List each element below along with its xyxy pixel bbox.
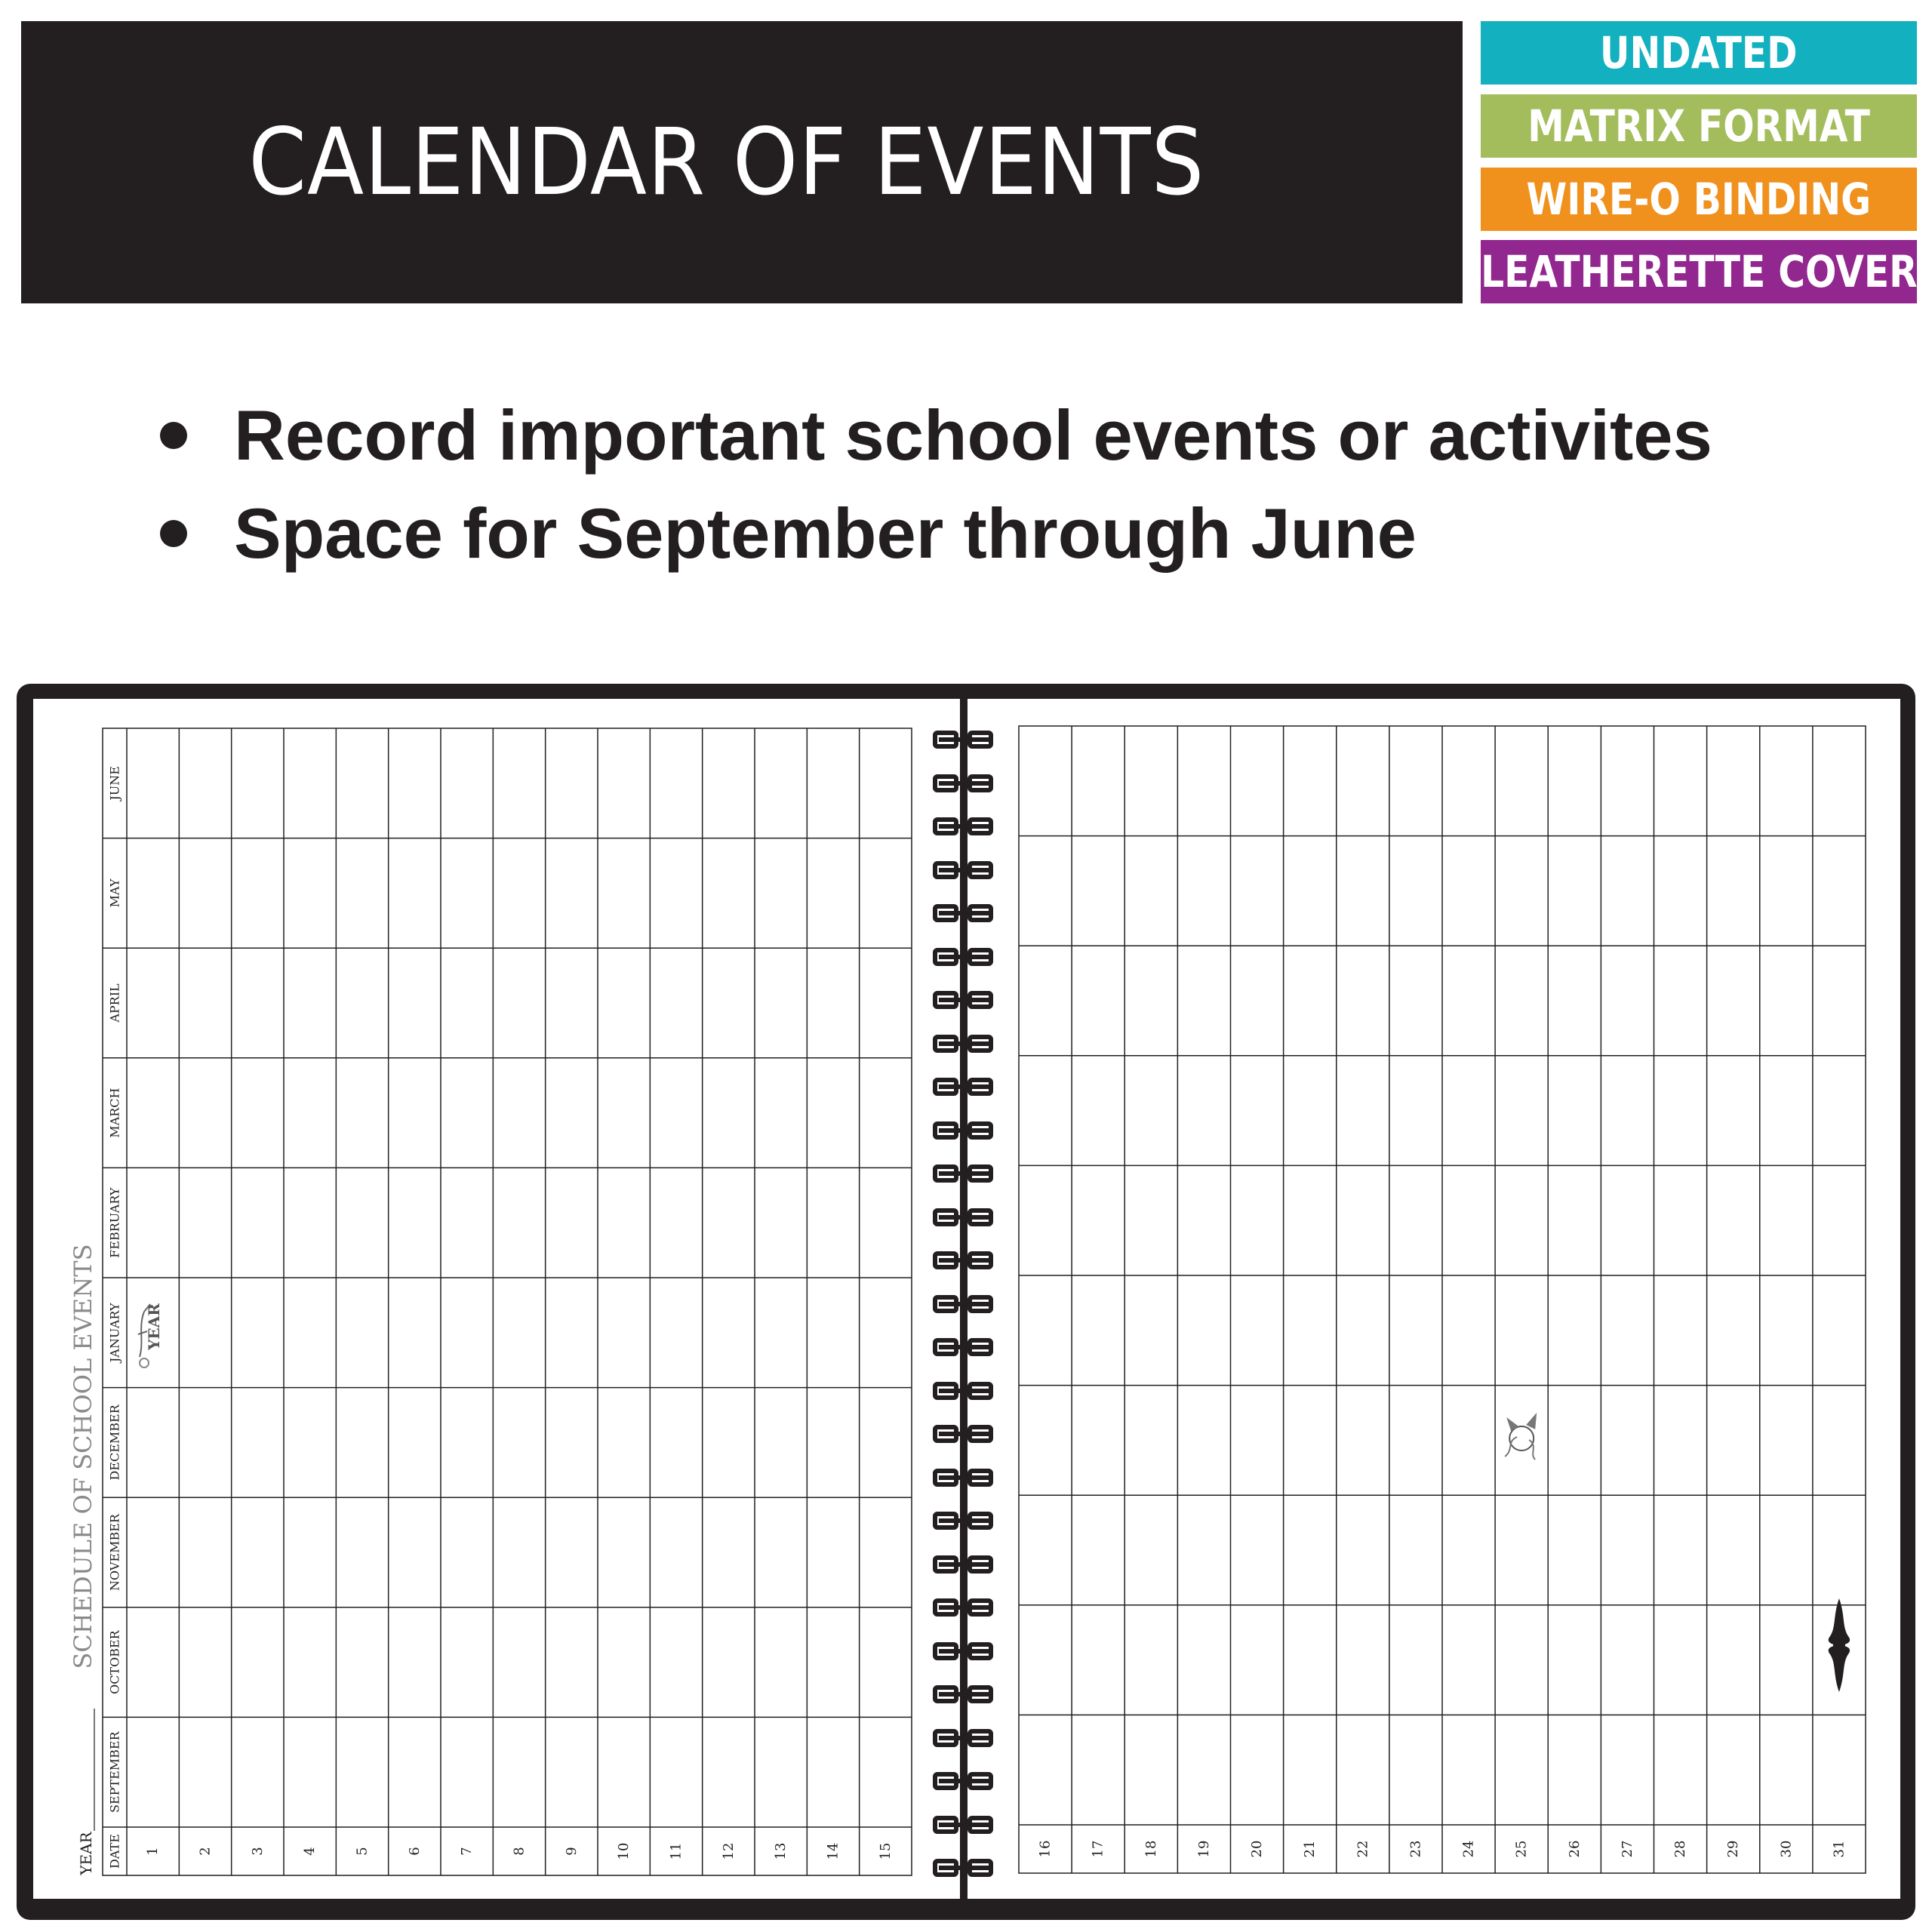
feature-item [160, 386, 1712, 485]
day-number: 27 [1619, 1840, 1635, 1858]
coil-bar [939, 955, 990, 959]
binding-coil [933, 904, 996, 924]
coil-bar [939, 1302, 990, 1306]
year-label: YEAR [77, 1832, 95, 1875]
holly-leaves [1506, 1413, 1537, 1431]
month-label: NOVEMBER [107, 1514, 122, 1591]
badge-label: UNDATED [1600, 27, 1798, 78]
coil-bar [939, 1084, 990, 1089]
coil-bar [939, 1389, 990, 1393]
badge-label: LEATHERETTE COVER [1481, 246, 1917, 297]
binding-coil [933, 1512, 996, 1531]
month-label: MAY [107, 878, 122, 908]
day-number: 30 [1778, 1840, 1795, 1858]
binding-coil [933, 1035, 996, 1054]
month-label: DECEMBER [107, 1404, 122, 1481]
schedule-heading: SCHEDULE OF SCHOOL EVENTS [69, 1244, 97, 1669]
holly-ornament-icon [1505, 1413, 1537, 1460]
bat-wing-bottom [1829, 1645, 1850, 1692]
binding-coil [933, 1295, 996, 1315]
day-number: 19 [1195, 1840, 1212, 1858]
binding-coil [933, 1425, 996, 1444]
feature-text: Record important school events or activites [234, 395, 1712, 475]
day-number: 10 [616, 1842, 632, 1860]
binding-coil [933, 731, 996, 750]
binding-coil [933, 861, 996, 881]
coil-bar [939, 1605, 990, 1610]
day-number: 7 [459, 1847, 475, 1856]
day-number: 18 [1143, 1840, 1159, 1858]
binding-coil [933, 1251, 996, 1271]
binding-coil [933, 1555, 996, 1575]
left-page-grid [33, 699, 961, 1899]
badge-undated [1481, 21, 1917, 85]
day-number: 13 [773, 1842, 789, 1860]
day-number: 21 [1302, 1840, 1318, 1858]
binding-coil [933, 1598, 996, 1618]
day-number: 31 [1831, 1840, 1847, 1858]
day-number: 4 [302, 1847, 318, 1856]
day-number: 24 [1460, 1840, 1477, 1858]
binding-coil [933, 1382, 996, 1401]
coil-bar [939, 1649, 990, 1654]
month-label: SEPTEMBER [107, 1731, 122, 1814]
coil-bar [939, 1692, 990, 1697]
right-page-grid [968, 699, 1900, 1899]
day-number: 15 [877, 1842, 894, 1860]
binding-coil [933, 1685, 996, 1705]
clipart-text: YEAR [145, 1303, 163, 1350]
bullet-icon [160, 422, 187, 449]
coil-bar [939, 1215, 990, 1220]
day-number: 5 [354, 1847, 371, 1856]
grid-border [103, 728, 912, 1875]
coil-bar [939, 911, 990, 915]
binding-coil [933, 817, 996, 837]
month-label: MARCH [107, 1088, 122, 1138]
day-number: 29 [1725, 1840, 1742, 1858]
binding-coil [933, 1338, 996, 1358]
coil-bar [939, 1128, 990, 1133]
badge-matrix-format [1481, 94, 1917, 158]
bat-icon [1829, 1598, 1850, 1692]
binding-coil [933, 774, 996, 794]
month-label: JANUARY [107, 1303, 122, 1363]
bullet-icon [160, 520, 187, 547]
day-number: 11 [668, 1842, 685, 1860]
coil-bar [939, 781, 990, 786]
coil-bar [939, 1475, 990, 1480]
day-number: 17 [1090, 1840, 1106, 1858]
binding-coil [933, 1772, 996, 1792]
coil-bar [939, 868, 990, 872]
coil-bar [939, 1736, 990, 1740]
date-label: DATE [107, 1834, 122, 1869]
day-number: 16 [1037, 1840, 1054, 1858]
badge-label: WIRE-O BINDING [1526, 174, 1872, 225]
happy-new-year-icon [134, 1281, 173, 1372]
binding-coil [933, 1164, 996, 1184]
day-number: 12 [720, 1842, 737, 1860]
title-banner [21, 21, 1463, 303]
month-label: OCTOBER [107, 1630, 122, 1694]
badge-wire-o-binding [1481, 168, 1917, 231]
coil-bar [939, 1171, 990, 1176]
day-number: 22 [1355, 1840, 1371, 1858]
coil-bar [939, 1779, 990, 1783]
day-number: 20 [1249, 1840, 1266, 1858]
day-number: 28 [1672, 1840, 1689, 1858]
binding-coil [933, 1469, 996, 1488]
feature-text: Space for September through June [234, 494, 1417, 573]
month-label: FEBRUARY [107, 1187, 122, 1258]
day-number: 6 [406, 1847, 423, 1856]
binding-coil [933, 948, 996, 968]
feature-item [160, 485, 1712, 583]
day-number: 8 [511, 1847, 528, 1856]
coil-bar [939, 824, 990, 829]
day-number: 23 [1407, 1840, 1424, 1858]
coil-bar [939, 1041, 990, 1046]
day-number: 1 [145, 1847, 162, 1856]
day-number: 14 [825, 1842, 841, 1860]
coil-bar [939, 1866, 990, 1870]
planner-left-page [33, 699, 961, 1899]
month-label: APRIL [107, 983, 122, 1023]
binding-coil [933, 1816, 996, 1835]
coil-bar [939, 1345, 990, 1349]
bat-body [1833, 1639, 1845, 1651]
day-number: 2 [197, 1847, 214, 1856]
month-label: JUNE [107, 766, 122, 801]
badge-leatherette-cover [1481, 240, 1917, 303]
binding-coil [933, 1208, 996, 1228]
binding-coil [933, 1078, 996, 1097]
coil-bar [939, 737, 990, 742]
binding-coil [933, 991, 996, 1011]
day-number: 3 [249, 1847, 266, 1856]
badge-label: MATRIX FORMAT [1527, 100, 1870, 152]
binding-coil [933, 1642, 996, 1662]
coil-bar [939, 998, 990, 1002]
binding-coil [933, 1729, 996, 1749]
coil-bar [939, 1258, 990, 1263]
feature-list [160, 386, 1712, 583]
binding-coil [933, 1121, 996, 1141]
binding-coil [933, 1859, 996, 1878]
planner-right-page [968, 699, 1900, 1899]
day-number: 9 [563, 1847, 580, 1856]
coil-bar [939, 1432, 990, 1436]
day-number: 25 [1513, 1840, 1530, 1858]
day-number: 26 [1566, 1840, 1583, 1858]
page-title: CALENDAR OF EVENTS [248, 109, 1205, 216]
coil-bar [939, 1823, 990, 1827]
coil-bar [939, 1518, 990, 1523]
coil-bar [939, 1562, 990, 1567]
